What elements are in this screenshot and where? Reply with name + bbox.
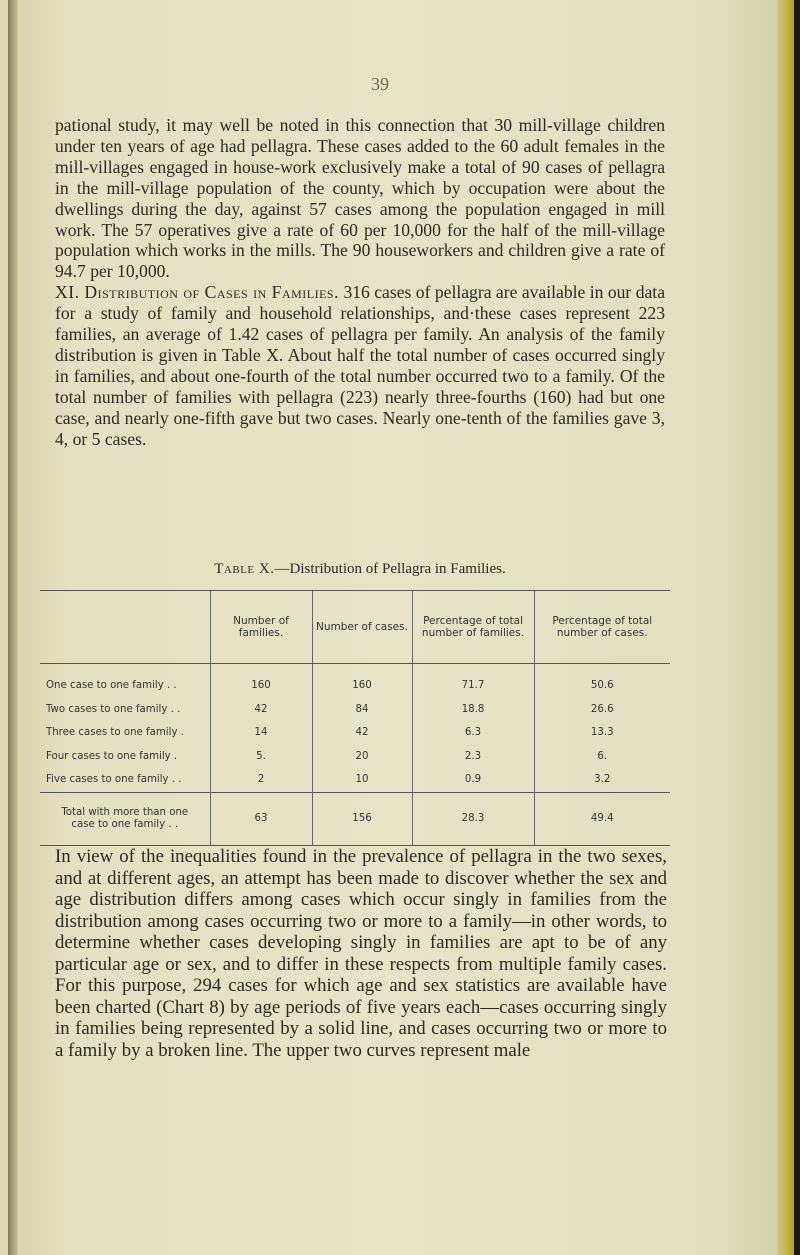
cell-cases: 84 bbox=[312, 698, 412, 722]
page-number: 39 bbox=[371, 74, 389, 94]
cell-pct-cases: 50.6 bbox=[534, 664, 670, 698]
cell-families: 14 bbox=[210, 721, 312, 745]
cell-families: 2 bbox=[210, 768, 312, 792]
header-cases: Number of cases. bbox=[312, 591, 412, 664]
cell-pct-families: 18.8 bbox=[412, 698, 534, 722]
total-label-line2: case to one family . . bbox=[71, 818, 179, 830]
total-label bbox=[40, 792, 210, 845]
header-pct-families: Percentage of total number of families. bbox=[412, 591, 534, 664]
total-label-line1: Total with more than one bbox=[61, 806, 189, 818]
table-header-row bbox=[40, 591, 670, 664]
table-row bbox=[40, 698, 670, 722]
total-cases: 156 bbox=[312, 792, 412, 845]
table-row bbox=[40, 664, 670, 698]
cell-pct-families: 71.7 bbox=[412, 664, 534, 698]
row-label: One case to one family . . bbox=[46, 680, 177, 692]
table-title bbox=[60, 561, 660, 578]
table-caption: —Distribution of Pellagra in Families. bbox=[274, 561, 506, 577]
total-pct-cases: 49.4 bbox=[534, 792, 670, 845]
table-row bbox=[40, 745, 670, 769]
cell-pct-cases: 13.3 bbox=[534, 721, 670, 745]
body-paragraph bbox=[55, 115, 665, 450]
row-label: Two cases to one family . . bbox=[46, 703, 181, 715]
cell-pct-cases: 6. bbox=[534, 745, 670, 769]
paragraph-1-text: pational study, it may well be noted in this connection that 30 mill-village children under ten years of age had pellagra. These cases added to the 60 adult females in the mill-villages engaged in house-work exclusively make a total of 90 cases of pellagra in the mill-village population of the county, which by occupation were about the dwellings during the day, against 57 cases among the population engaged in mill work. The 57 operatives give a rate of 60 per 10,000 for the half of the mill-village population which works in the mills. The 90 houseworkers and children give a rate of 94.7 per 10,000. bbox=[55, 115, 665, 282]
cell-pct-families: 0.9 bbox=[412, 768, 534, 792]
cell-families: 5. bbox=[210, 745, 312, 769]
cell-families: 160 bbox=[210, 664, 312, 698]
cell-cases: 10 bbox=[312, 768, 412, 792]
binding-shadow bbox=[794, 0, 800, 1255]
header-blank bbox=[40, 591, 210, 664]
cell-families: 42 bbox=[210, 698, 312, 722]
cell-pct-cases: 26.6 bbox=[534, 698, 670, 722]
row-label: Four cases to one family . bbox=[46, 750, 178, 762]
row-label: Five cases to one family . . bbox=[46, 774, 182, 786]
cell-pct-cases: 3.2 bbox=[534, 768, 670, 792]
total-families: 63 bbox=[210, 792, 312, 845]
total-pct-families: 28.3 bbox=[412, 792, 534, 845]
table-row bbox=[40, 768, 670, 792]
cell-cases: 160 bbox=[312, 664, 412, 698]
body-paragraph-3: In view of the inequalities found in the prevalence of pellagra in the two sexes, and at different ages, an attempt has been made to discover whether the sex and age distribution differs among cases which occur singly in families from the distribution among cases occurring two or more to a family—in other words, to determine whether cases developing singly in families are apt to be of any particular age or sex, and to differ in these respects from multiple family cases. For this purpose, 294 cases for which age and sex statistics are available have been charted (Chart 8) by age periods of five years each—cases occurring singly in families being represented by a solid line, and cases occurring two or more to a family by a broken line. The upper two curves represent male bbox=[55, 846, 667, 1061]
cell-pct-families: 2.3 bbox=[412, 745, 534, 769]
paragraph-2-text: 316 cases of pellagra are available in our data for a study of family and household relationships, and·these cases represent 223 families, an average of 1.42 cases of pellagra per family. An analysis of the family distribution is given in Table X. About half the total number of cases occurred singly in families, and about one-fourth of the total number occurred two to a family. Of the total number of families with pellagra (223) nearly three-fourths (160) had but one case, and nearly one-fifth gave but two cases. Nearly one-tenth of the families gave 3, 4, or 5 cases. bbox=[55, 282, 666, 449]
cell-pct-families: 6.3 bbox=[412, 721, 534, 745]
row-label: Three cases to one family . bbox=[46, 727, 184, 739]
header-families: Number of families. bbox=[210, 591, 312, 664]
table-label: Table X. bbox=[214, 561, 275, 577]
table-row bbox=[40, 721, 670, 745]
section-heading: XI. Distribution of Cases in Families. bbox=[55, 282, 340, 303]
cell-cases: 20 bbox=[312, 745, 412, 769]
page-left-edge bbox=[8, 0, 18, 1255]
header-pct-cases: Percentage of total number of cases. bbox=[534, 591, 670, 664]
table-total-row bbox=[40, 792, 670, 845]
cell-cases: 42 bbox=[312, 721, 412, 745]
distribution-table bbox=[40, 590, 670, 846]
